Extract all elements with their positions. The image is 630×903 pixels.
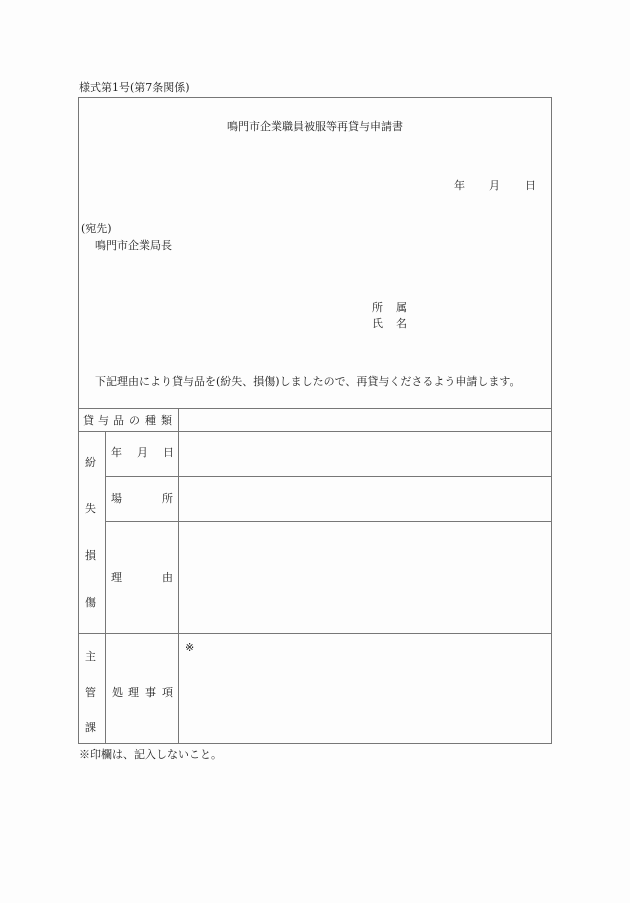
name-label-1: 氏 — [372, 317, 383, 330]
place-row-char: 場 — [111, 492, 122, 505]
processing-char: 理 — [128, 686, 139, 699]
date-day-label: 日 — [525, 179, 536, 192]
item-type-char: 類 — [161, 414, 172, 427]
date-year-label: 年 — [454, 179, 465, 192]
affiliation-label-1: 所 — [372, 301, 383, 314]
divider — [78, 408, 552, 409]
date-row-char: 日 — [163, 446, 174, 459]
form-id: 様式第1号(第7条関係) — [79, 81, 190, 94]
divider — [78, 431, 552, 432]
date-row-char: 年 — [111, 446, 122, 459]
place-field[interactable] — [183, 493, 548, 507]
divider — [78, 633, 552, 634]
processing-field: ※ — [185, 641, 195, 654]
footer-note: ※印欄は、記入しないこと。 — [79, 748, 222, 761]
processing-char: 項 — [162, 686, 173, 699]
request-text: 下記理由により貸与品を(紛失、損傷)しましたので、再貸与くださるよう申請します。 — [95, 375, 521, 388]
loss-damage-char: 失 — [85, 502, 96, 515]
date-row-char: 月 — [137, 446, 148, 459]
loss-damage-char: 損 — [85, 549, 96, 562]
item-type-char: の — [129, 414, 140, 427]
date-month-label: 月 — [489, 179, 500, 192]
item-type-char: 種 — [145, 414, 156, 427]
processing-char: 事 — [145, 686, 156, 699]
item-type-char: 与 — [98, 414, 109, 427]
processing-char: 処 — [112, 686, 123, 699]
document-title: 鳴門市企業職員被服等再貸与申請書 — [227, 120, 403, 133]
divider — [105, 476, 552, 477]
divider — [105, 431, 106, 744]
loss-damage-char: 傷 — [85, 596, 96, 609]
item-type-char: 品 — [113, 414, 124, 427]
reason-row-char: 由 — [162, 571, 173, 584]
dept-char: 管 — [85, 686, 96, 699]
divider — [178, 408, 179, 744]
dept-char: 主 — [85, 650, 96, 663]
date-field[interactable] — [183, 447, 548, 461]
loss-damage-char: 紛 — [85, 456, 96, 469]
name-label-2: 名 — [396, 317, 407, 330]
reason-row-char: 理 — [111, 571, 122, 584]
divider — [105, 521, 552, 522]
item-type-field[interactable] — [183, 415, 548, 429]
affiliation-label-2: 属 — [396, 301, 407, 314]
reason-field[interactable] — [183, 530, 548, 625]
dept-char: 課 — [85, 721, 96, 734]
item-type-char: 貸 — [83, 414, 94, 427]
place-row-char: 所 — [162, 492, 173, 505]
addressee-name: 鳴門市企業局長 — [95, 239, 172, 252]
addressee-label: (宛先) — [81, 222, 112, 235]
